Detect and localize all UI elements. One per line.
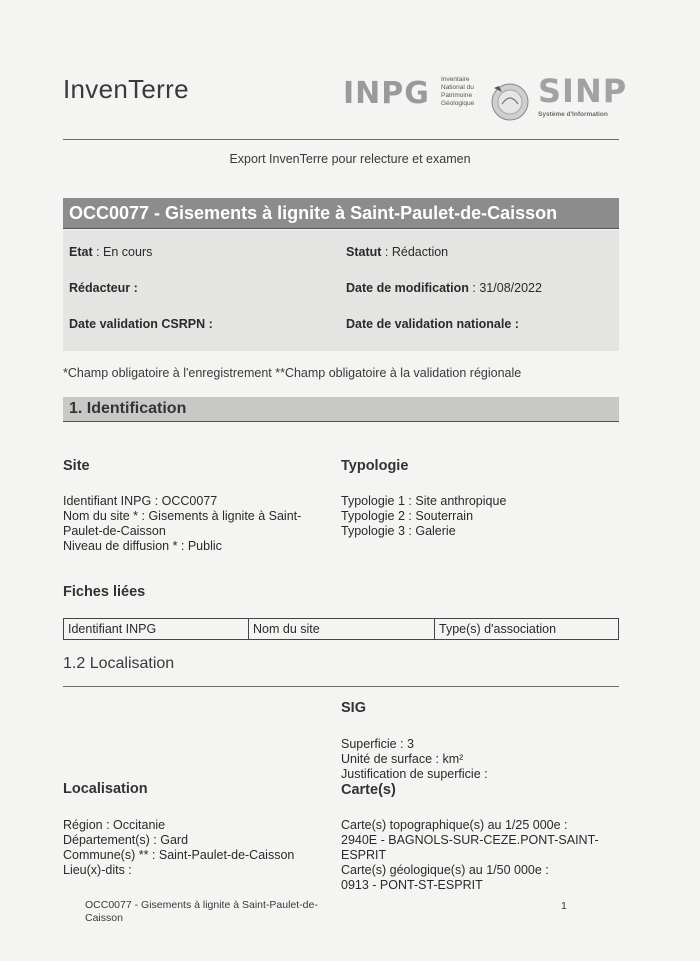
- sig-line: Superficie : 3: [341, 737, 414, 751]
- cartes-details: [341, 818, 616, 893]
- localisation-line: Commune(s) ** : Saint-Paulet-de-Caisson: [63, 848, 295, 862]
- carte-line: Carte(s) géologique(s) au 1/50 000e :: [341, 863, 549, 877]
- brand-title: InvenTerre: [63, 74, 189, 104]
- column-header: Type(s) d'association: [435, 619, 619, 640]
- date-validation-nationale-field: Date de validation nationale :: [346, 317, 519, 331]
- sinp-logo: SINP: [538, 72, 628, 110]
- typologie-line: Typologie 1 : Site anthropique: [341, 494, 507, 508]
- export-subtitle: Export InvenTerre pour relecture et examen: [229, 152, 471, 166]
- document-title: OCC0077 - Gisements à lignite à Saint-Paulet-de-Caisson: [69, 203, 558, 223]
- column-header: Identifiant INPG: [64, 619, 249, 640]
- site-details: [63, 494, 323, 554]
- seal-logo-icon: [490, 82, 530, 122]
- localisation-details: [63, 818, 328, 878]
- localisation-line: Département(s) : Gard: [63, 833, 189, 847]
- date-modification-field: Date de modification : 31/08/2022: [346, 281, 542, 295]
- fiches-liees-table: [63, 618, 619, 640]
- site-line: Niveau de diffusion * : Public: [63, 539, 222, 553]
- mandatory-fields-note: *Champ obligatoire à l'enregistrement **Champ obligatoire à la validation régionale: [63, 366, 522, 380]
- sig-line: Justification de superficie :: [341, 767, 488, 781]
- footer-document-title: [85, 899, 335, 925]
- typologie-line: Typologie 2 : Souterrain: [341, 509, 474, 523]
- carte-line: ESPRIT: [341, 848, 387, 862]
- carte-line: 2940E - BAGNOLS-SUR-CEZE.PONT-SAINT-: [341, 833, 599, 847]
- section-title-localisation: 1.2 Localisation: [63, 655, 175, 672]
- sinp-logo-subtitle: Système d'Information: [538, 111, 608, 118]
- sig-details: [341, 737, 611, 782]
- site-line: Identifiant INPG : OCC0077: [63, 494, 218, 508]
- site-line: Paulet-de-Caisson: [63, 524, 166, 538]
- localisation-heading: Localisation: [63, 781, 148, 797]
- typologie-details: [341, 494, 611, 539]
- page-number: 1: [561, 900, 567, 912]
- statut-field: Statut : Rédaction: [346, 245, 449, 259]
- carte-line: 0913 - PONT-ST-ESPRIT: [341, 878, 483, 892]
- date-validation-csrpn-field: Date validation CSRPN :: [69, 317, 213, 331]
- sig-heading: SIG: [341, 700, 366, 716]
- header-divider: [63, 139, 619, 140]
- localisation-line: Lieu(x)-dits :: [63, 863, 132, 877]
- fiches-liees-heading: Fiches liées: [63, 584, 146, 600]
- section-divider: [63, 686, 619, 687]
- section-title-identification: 1. Identification: [69, 400, 187, 417]
- typologie-heading: Typologie: [341, 458, 409, 474]
- sig-line: Unité de surface : km²: [341, 752, 464, 766]
- localisation-line: Région : Occitanie: [63, 818, 166, 832]
- site-line: Nom du site * : Gisements à lignite à Saint-: [63, 509, 302, 523]
- cartes-heading: Carte(s): [341, 782, 396, 798]
- table-header-row: [64, 619, 619, 640]
- redacteur-field: Rédacteur :: [69, 281, 138, 295]
- footer-line: OCC0077 - Gisements à lignite à Saint-Paulet-de-: [85, 899, 318, 911]
- footer-line: Caisson: [85, 912, 123, 924]
- inpg-logo-subtitle: Inventaire National du Patrimoine Géologique: [441, 76, 475, 107]
- column-header: Nom du site: [249, 619, 435, 640]
- inpg-logo: INPG: [343, 76, 430, 111]
- site-heading: Site: [63, 458, 90, 474]
- typologie-line: Typologie 3 : Galerie: [341, 524, 456, 538]
- etat-field: Etat : En cours: [69, 245, 153, 259]
- carte-line: Carte(s) topographique(s) au 1/25 000e :: [341, 818, 568, 832]
